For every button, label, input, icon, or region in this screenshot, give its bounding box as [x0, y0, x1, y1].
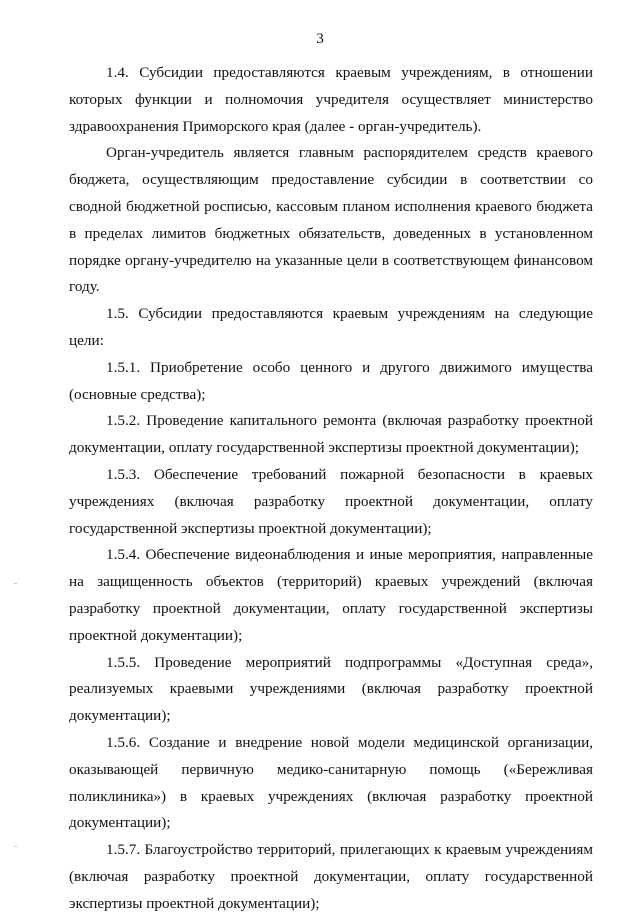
paragraph-1-5-5: 1.5.5. Проведение мероприятий подпрограммы «Доступная среда», реализуемых краевыми учреждениями (включая разработку проектной документации);	[69, 653, 593, 725]
paragraph-1-5: 1.5. Субсидии предоставляются краевым учреждениям на следующие цели:	[69, 305, 593, 349]
paragraph-1-5-4: 1.5.4. Обеспечение видеонаблюдения и иные мероприятия, направленные на защищенность объектов (территорий) краевых учреждений (включая разработку проектной документации, оплату государственной экспертизы проектной документации);	[69, 546, 593, 644]
paragraph-1-5-7: 1.5.7. Благоустройство территорий, прилегающих к краевым учреждениям (включая разработку проектной документации, оплату государственной экспертизы проектной документации);	[69, 841, 593, 912]
page-number: 3	[316, 30, 324, 47]
paragraph-1-5-6: 1.5.6. Создание и внедрение новой модели медицинской организации, оказывающей первичную медико-санитарную помощь («Бережливая поликлиника») в краевых учреждениях (включая разработку проектной документации);	[69, 733, 593, 832]
paragraph-1-5-3: 1.5.3. Обеспечение требований пожарной безопасности в краевых учреждениях (включая разработку проектной документации, оплату государственной экспертизы проектной документации);	[69, 465, 593, 537]
paragraph-1-5-1: 1.5.1. Приобретение особо ценного и другого движимого имущества (основные средства);	[69, 358, 593, 403]
paragraph-1-4: 1.4. Субсидии предоставляются краевым учреждениям, в отношении которых функции и полномочия учредителя осуществляет министерство здравоохранения Приморского края (далее - орган-учредитель).	[69, 64, 593, 135]
scan-margin-mark	[14, 583, 17, 584]
paragraph-organ-uchreditel: Орган-учредитель является главным распорядителем средств краевого бюджета, осуществляющим предоставление субсидии в соответствии со сводной бюджетной росписью, кассовым планом исполнения краевого бюджета в пределах лимитов бюджетных обязательств, доведенных в установленном порядке органу-учредителю на указанные цели в соответствующем финансовом году.	[69, 144, 593, 296]
document-body	[69, 60, 593, 918]
paragraph-1-5-2: 1.5.2. Проведение капитального ремонта (включая разработку проектной документации, оплату государственной экспертизы проектной документации);	[69, 412, 593, 457]
scan-margin-mark	[14, 846, 17, 847]
